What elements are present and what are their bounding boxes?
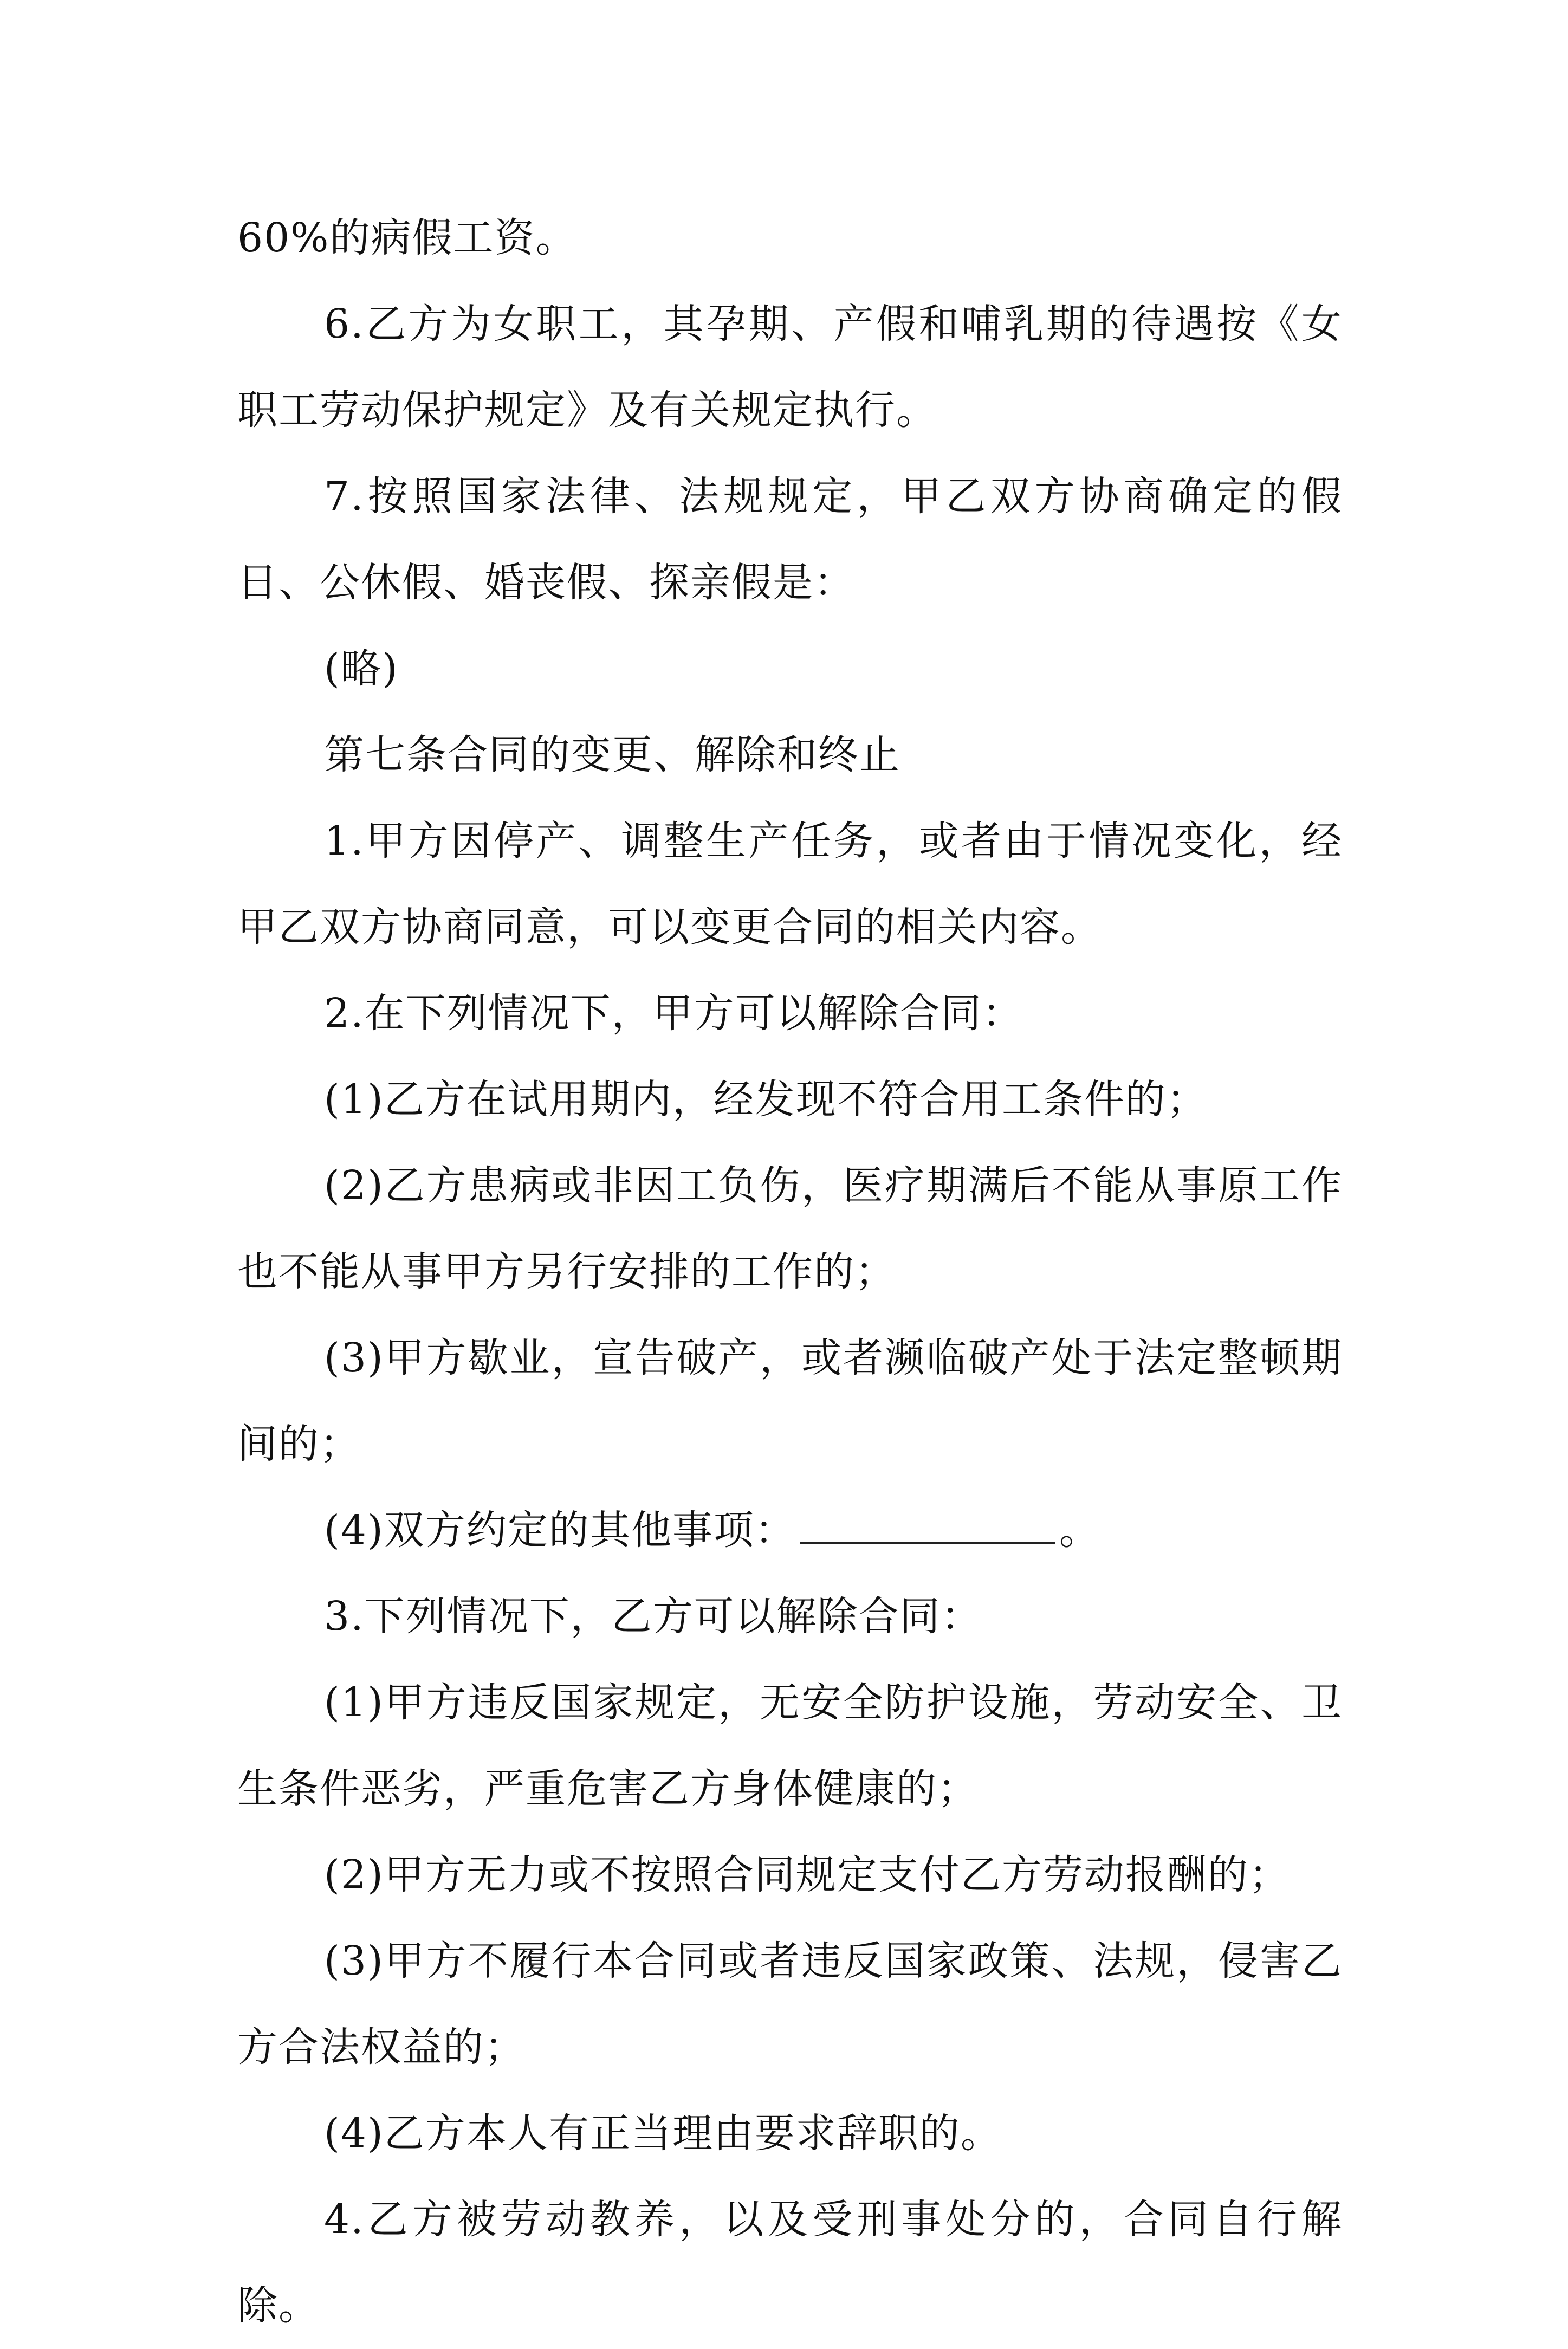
paragraph-15: (4)乙方本人有正当理由要求辞职的。 (324, 2110, 1002, 2157)
section-heading-article-7: 第七条合同的变更、解除和终止 (324, 732, 900, 778)
paragraph-16: 4.乙方被劳动教养，以及受刑事处分的，合同自行解除。 (237, 2196, 1343, 2329)
fill-in-blank-line (800, 1542, 1055, 1544)
paragraph-10-suffix: 。 (1059, 1507, 1100, 1554)
contract-text-body (237, 195, 1343, 2349)
paragraph-10 (237, 1487, 1343, 1574)
paragraph-9: (3)甲方歇业，宣告破产，或者濒临破产处于法定整顿期间的； (237, 1335, 1343, 1467)
paragraph-5: 1.甲方因停产、调整生产任务，或者由于情况变化，经甲乙双方协商同意，可以变更合同的相关内容。 (237, 818, 1343, 950)
paragraph-12: (1)甲方违反国家规定，无安全防护设施，劳动安全、卫生条件恶劣，严重危害乙方身体健康的； (237, 1679, 1343, 1812)
paragraph-7: (1)乙方在试用期内，经发现不符合用工条件的； (324, 1076, 1208, 1123)
paragraph-0: 60%的病假工资。 (237, 215, 577, 261)
paragraph-3: (略) (324, 645, 399, 692)
paragraph-6: 2.在下列情况下，甲方可以解除合同： (324, 990, 1023, 1037)
paragraph-8: (2)乙方患病或非因工负伤，医疗期满后不能从事原工作也不能从事甲方另行安排的工作的； (237, 1162, 1343, 1295)
paragraph-11: 3.下列情况下，乙方可以解除合同： (324, 1593, 982, 1640)
paragraph-1: 6.乙方为女职工，其孕期、产假和哺乳期的待遇按《女职工劳动保护规定》及有关规定执行。 (237, 301, 1343, 433)
paragraph-10-text: (4)双方约定的其他事项： (324, 1507, 796, 1554)
paragraph-13: (2)甲方无力或不按照合同规定支付乙方劳动报酬的； (324, 1852, 1290, 1898)
paragraph-14: (3)甲方不履行本合同或者违反国家政策、法规，侵害乙方合法权益的； (237, 1938, 1343, 2070)
paragraph-2: 7.按照国家法律、法规规定，甲乙双方协商确定的假日、公休假、婚丧假、探亲假是： (237, 473, 1343, 606)
